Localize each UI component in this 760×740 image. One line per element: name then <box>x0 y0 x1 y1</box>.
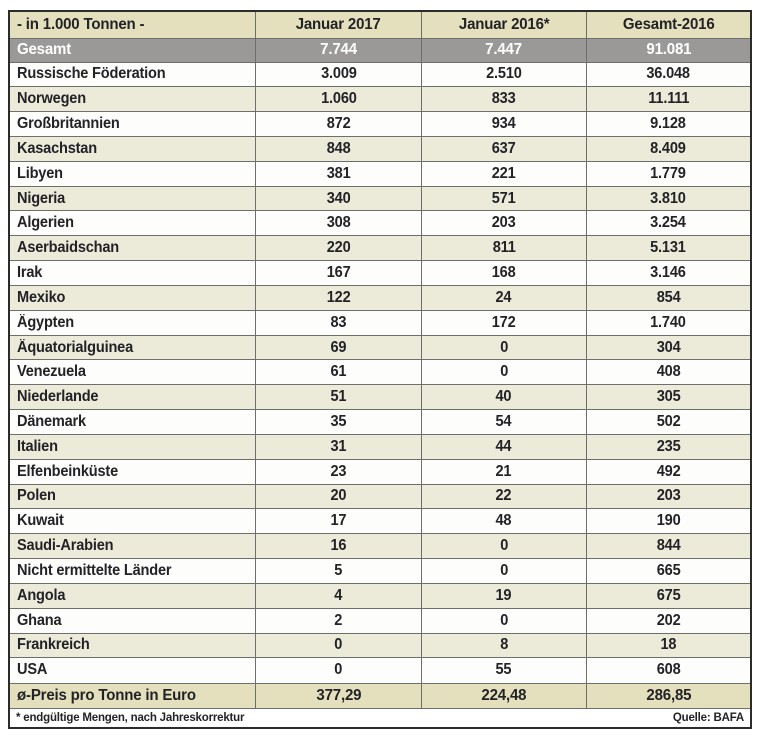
country-name: Elfenbeinküste <box>17 462 119 480</box>
country-name-cell <box>9 658 255 683</box>
value: 5 <box>334 561 343 579</box>
country-name: Nicht ermittelte Länder <box>17 561 172 579</box>
price-row <box>9 683 751 708</box>
value-cell-januar-2016 <box>422 583 587 608</box>
value-cell-januar-2016 <box>422 360 587 385</box>
value: 3.146 <box>650 264 687 282</box>
value: 675 <box>656 586 681 604</box>
value: 203 <box>492 214 516 232</box>
value-cell-gesamt-2016 <box>586 236 751 261</box>
value: 854 <box>656 288 681 306</box>
value-cell-gesamt-2016 <box>586 658 751 683</box>
country-name: Russische Föderation <box>17 65 166 83</box>
value-cell-gesamt-2016 <box>586 261 751 286</box>
value-cell-gesamt-2016 <box>586 608 751 633</box>
value-cell-januar-2016 <box>422 161 587 186</box>
value: 20 <box>330 487 347 505</box>
value-cell-gesamt-2016 <box>586 310 751 335</box>
price-value-cell <box>422 683 587 708</box>
table-row <box>9 186 751 211</box>
value-cell-januar-2017 <box>255 161 421 186</box>
total-value-cell <box>255 38 421 62</box>
country-name: Italien <box>17 437 58 455</box>
footer-row <box>9 708 751 728</box>
value: 0 <box>499 611 508 629</box>
table-row <box>9 112 751 137</box>
value: 168 <box>492 264 516 282</box>
value: 833 <box>492 90 516 108</box>
value-cell-januar-2016 <box>422 608 587 633</box>
country-name-cell <box>9 434 255 459</box>
country-name: USA <box>17 661 48 679</box>
value-cell-gesamt-2016 <box>586 62 751 87</box>
country-name-cell <box>9 211 255 236</box>
value-cell-januar-2016 <box>422 261 587 286</box>
value: 16 <box>330 537 347 555</box>
country-name-cell <box>9 136 255 161</box>
value: 1.779 <box>650 164 687 182</box>
value-cell-januar-2016 <box>422 385 587 410</box>
country-name-cell <box>9 87 255 112</box>
table-row <box>9 385 751 410</box>
value-cell-gesamt-2016 <box>586 87 751 112</box>
value-cell-januar-2016 <box>422 534 587 559</box>
table-row <box>9 87 751 112</box>
value-cell-januar-2016 <box>422 434 587 459</box>
country-name: Ghana <box>17 611 62 629</box>
country-name-cell <box>9 261 255 286</box>
value-cell-januar-2016 <box>422 410 587 435</box>
table-row <box>9 261 751 286</box>
country-name-cell <box>9 335 255 360</box>
country-name: Saudi-Arabien <box>17 537 114 555</box>
country-name-cell <box>9 410 255 435</box>
value-cell-januar-2017 <box>255 459 421 484</box>
value-cell-gesamt-2016 <box>586 186 751 211</box>
value-cell-januar-2016 <box>422 484 587 509</box>
column-header-januar-2017 <box>255 11 421 38</box>
value: 23 <box>330 462 347 480</box>
table-row <box>9 335 751 360</box>
value-cell-januar-2017 <box>255 608 421 633</box>
value-cell-januar-2017 <box>255 658 421 683</box>
value: 202 <box>656 611 681 629</box>
value-cell-januar-2016 <box>422 658 587 683</box>
value-cell-gesamt-2016 <box>586 534 751 559</box>
value-cell-gesamt-2016 <box>586 410 751 435</box>
value: 3.810 <box>650 189 687 207</box>
country-name-cell <box>9 62 255 87</box>
value: 305 <box>656 388 681 406</box>
value-cell-januar-2016 <box>422 285 587 310</box>
value: 203 <box>656 487 681 505</box>
value: 408 <box>656 363 681 381</box>
value-cell-januar-2017 <box>255 87 421 112</box>
value: 190 <box>656 512 681 530</box>
value-cell-gesamt-2016 <box>586 360 751 385</box>
value: 608 <box>656 661 681 679</box>
total-value: 91.081 <box>645 41 691 58</box>
country-name: Angola <box>17 586 66 604</box>
value: 55 <box>495 661 512 679</box>
table-row <box>9 633 751 658</box>
table-row <box>9 459 751 484</box>
price-value-cell <box>586 683 751 708</box>
value-cell-gesamt-2016 <box>586 136 751 161</box>
country-name: Venezuela <box>17 363 86 381</box>
value: 3.254 <box>650 214 687 232</box>
country-name-cell <box>9 459 255 484</box>
value: 872 <box>326 115 351 133</box>
country-name: Kasachstan <box>17 139 97 157</box>
value: 0 <box>334 661 343 679</box>
table-row <box>9 285 751 310</box>
value: 220 <box>326 239 351 257</box>
country-name: Großbritannien <box>17 115 120 133</box>
value-cell-gesamt-2016 <box>586 335 751 360</box>
value-cell-gesamt-2016 <box>586 211 751 236</box>
value-cell-januar-2016 <box>422 136 587 161</box>
table-row <box>9 62 751 87</box>
value: 122 <box>326 288 351 306</box>
table-row <box>9 136 751 161</box>
value: 172 <box>492 313 516 331</box>
value: 308 <box>326 214 351 232</box>
price-value: 377,29 <box>315 686 361 704</box>
value: 8 <box>499 636 508 654</box>
value: 35 <box>330 413 347 430</box>
price-value-cell <box>255 683 421 708</box>
value-cell-gesamt-2016 <box>586 459 751 484</box>
country-name: Äquatorialguinea <box>17 338 134 356</box>
country-name-cell <box>9 112 255 137</box>
country-name-cell <box>9 559 255 584</box>
price-value: 224,48 <box>481 686 527 704</box>
value: 0 <box>499 537 508 555</box>
value-cell-januar-2016 <box>422 335 587 360</box>
value-cell-januar-2017 <box>255 186 421 211</box>
value-cell-januar-2017 <box>255 385 421 410</box>
table-row <box>9 658 751 683</box>
country-name: Norwegen <box>17 90 86 108</box>
value-cell-januar-2017 <box>255 285 421 310</box>
value-cell-gesamt-2016 <box>586 484 751 509</box>
value: 61 <box>330 363 347 381</box>
value: 492 <box>656 462 681 480</box>
country-name-cell <box>9 285 255 310</box>
country-name-cell <box>9 608 255 633</box>
country-name: Irak <box>17 264 43 282</box>
country-name: Niederlande <box>17 388 99 406</box>
oil-import-table-wrap <box>8 10 752 729</box>
table-row <box>9 534 751 559</box>
table-row <box>9 484 751 509</box>
country-name-cell <box>9 633 255 658</box>
value-cell-januar-2016 <box>422 559 587 584</box>
value: 637 <box>492 139 516 157</box>
value-cell-januar-2017 <box>255 236 421 261</box>
value-cell-gesamt-2016 <box>586 385 751 410</box>
value: 0 <box>499 363 508 381</box>
value: 40 <box>495 388 512 406</box>
total-label: Gesamt <box>17 41 72 58</box>
value: 21 <box>495 462 512 480</box>
value-cell-januar-2017 <box>255 335 421 360</box>
table-row <box>9 608 751 633</box>
country-name: Ägypten <box>17 313 74 331</box>
value: 381 <box>326 164 351 182</box>
value-cell-gesamt-2016 <box>586 583 751 608</box>
value: 571 <box>492 189 516 207</box>
value: 665 <box>656 561 681 579</box>
value-cell-januar-2017 <box>255 136 421 161</box>
value: 0 <box>499 338 508 356</box>
unit-header-label: - in 1.000 Tonnen - <box>17 15 145 33</box>
unit-header-cell <box>9 11 255 38</box>
table-row <box>9 211 751 236</box>
value: 22 <box>495 487 512 505</box>
price-value: 286,85 <box>645 686 691 704</box>
source-label: Quelle: BAFA <box>672 711 744 724</box>
value: 19 <box>495 586 512 604</box>
country-name-cell <box>9 310 255 335</box>
country-name: Kuwait <box>17 512 64 530</box>
value: 18 <box>660 636 677 654</box>
header-row <box>9 11 751 38</box>
value-cell-januar-2016 <box>422 633 587 658</box>
country-name-cell <box>9 385 255 410</box>
total-value: 7.744 <box>320 41 357 58</box>
country-name: Libyen <box>17 164 63 182</box>
value: 4 <box>334 586 343 604</box>
value-cell-januar-2017 <box>255 310 421 335</box>
country-name: Algerien <box>17 214 74 232</box>
value-cell-januar-2017 <box>255 583 421 608</box>
country-name-cell <box>9 484 255 509</box>
value: 44 <box>495 437 512 455</box>
table-row <box>9 583 751 608</box>
total-label-cell <box>9 38 255 62</box>
value: 340 <box>326 189 351 207</box>
value-cell-gesamt-2016 <box>586 434 751 459</box>
column-header-label: Gesamt-2016 <box>622 15 715 33</box>
value-cell-januar-2016 <box>422 211 587 236</box>
value: 31 <box>330 437 347 455</box>
value: 1.740 <box>650 313 687 331</box>
value: 848 <box>326 139 351 157</box>
value-cell-gesamt-2016 <box>586 285 751 310</box>
value-cell-januar-2017 <box>255 261 421 286</box>
country-name: Frankreich <box>17 636 90 654</box>
value: 235 <box>656 437 681 455</box>
column-header-gesamt-2016 <box>586 11 751 38</box>
value: 502 <box>656 413 681 430</box>
total-value-cell <box>586 38 751 62</box>
column-header-label: Januar 2017 <box>295 15 381 33</box>
value: 1.060 <box>320 90 357 108</box>
footer-content <box>10 712 750 724</box>
value-cell-januar-2017 <box>255 62 421 87</box>
country-name: Dänemark <box>17 413 86 430</box>
value: 0 <box>334 636 343 654</box>
value-cell-januar-2017 <box>255 112 421 137</box>
value-cell-januar-2016 <box>422 186 587 211</box>
table-row <box>9 360 751 385</box>
country-name: Nigeria <box>17 189 66 207</box>
country-name-cell <box>9 583 255 608</box>
value: 8.409 <box>650 139 687 157</box>
country-name-cell <box>9 236 255 261</box>
value: 844 <box>656 537 681 555</box>
value: 48 <box>495 512 512 530</box>
value: 36.048 <box>646 65 691 83</box>
value-cell-januar-2016 <box>422 112 587 137</box>
footer-cell <box>9 708 751 728</box>
country-name-cell <box>9 161 255 186</box>
total-value-cell <box>422 38 587 62</box>
value-cell-gesamt-2016 <box>586 559 751 584</box>
country-name-cell <box>9 360 255 385</box>
footnote: * endgültige Mengen, nach Jahreskorrektur <box>16 711 245 724</box>
table-row <box>9 509 751 534</box>
table-row <box>9 410 751 435</box>
value: 69 <box>330 338 347 356</box>
value-cell-januar-2017 <box>255 509 421 534</box>
value: 17 <box>330 512 347 530</box>
value-cell-januar-2017 <box>255 534 421 559</box>
value-cell-januar-2017 <box>255 559 421 584</box>
value: 0 <box>499 561 508 579</box>
total-row <box>9 38 751 62</box>
value: 54 <box>495 413 512 430</box>
value: 811 <box>492 239 516 257</box>
country-name-cell <box>9 509 255 534</box>
price-label: ø-Preis pro Tonne in Euro <box>17 686 196 704</box>
value-cell-januar-2016 <box>422 310 587 335</box>
value-cell-januar-2017 <box>255 410 421 435</box>
value: 51 <box>330 388 347 406</box>
value: 83 <box>330 313 347 331</box>
value-cell-januar-2017 <box>255 211 421 236</box>
value: 9.128 <box>650 115 687 133</box>
value: 3.009 <box>320 65 357 83</box>
country-name: Mexiko <box>17 288 66 306</box>
value-cell-gesamt-2016 <box>586 112 751 137</box>
value-cell-januar-2017 <box>255 434 421 459</box>
table-row <box>9 236 751 261</box>
table-row <box>9 434 751 459</box>
value-cell-gesamt-2016 <box>586 509 751 534</box>
column-header-label: Januar 2016* <box>458 15 550 33</box>
value-cell-gesamt-2016 <box>586 633 751 658</box>
value-cell-januar-2017 <box>255 633 421 658</box>
country-name: Polen <box>17 487 56 505</box>
value-cell-januar-2016 <box>422 459 587 484</box>
total-value: 7.447 <box>485 41 523 58</box>
value: 304 <box>656 338 681 356</box>
value: 5.131 <box>650 239 687 257</box>
value: 11.111 <box>647 90 689 108</box>
column-header-januar-2016 <box>422 11 587 38</box>
value-cell-januar-2017 <box>255 360 421 385</box>
table-row <box>9 161 751 186</box>
table-row <box>9 559 751 584</box>
value: 934 <box>492 115 516 133</box>
value: 167 <box>326 264 351 282</box>
value: 221 <box>492 164 516 182</box>
value-cell-januar-2017 <box>255 484 421 509</box>
value-cell-januar-2016 <box>422 509 587 534</box>
value-cell-januar-2016 <box>422 87 587 112</box>
value-cell-gesamt-2016 <box>586 161 751 186</box>
value-cell-januar-2016 <box>422 62 587 87</box>
value: 24 <box>495 288 512 306</box>
table-row <box>9 310 751 335</box>
value: 2.510 <box>486 65 522 83</box>
price-label-cell <box>9 683 255 708</box>
country-name-cell <box>9 534 255 559</box>
country-name-cell <box>9 186 255 211</box>
value-cell-januar-2016 <box>422 236 587 261</box>
country-name: Aserbaidschan <box>17 239 120 257</box>
oil-import-table <box>8 10 752 729</box>
value: 2 <box>334 611 343 629</box>
